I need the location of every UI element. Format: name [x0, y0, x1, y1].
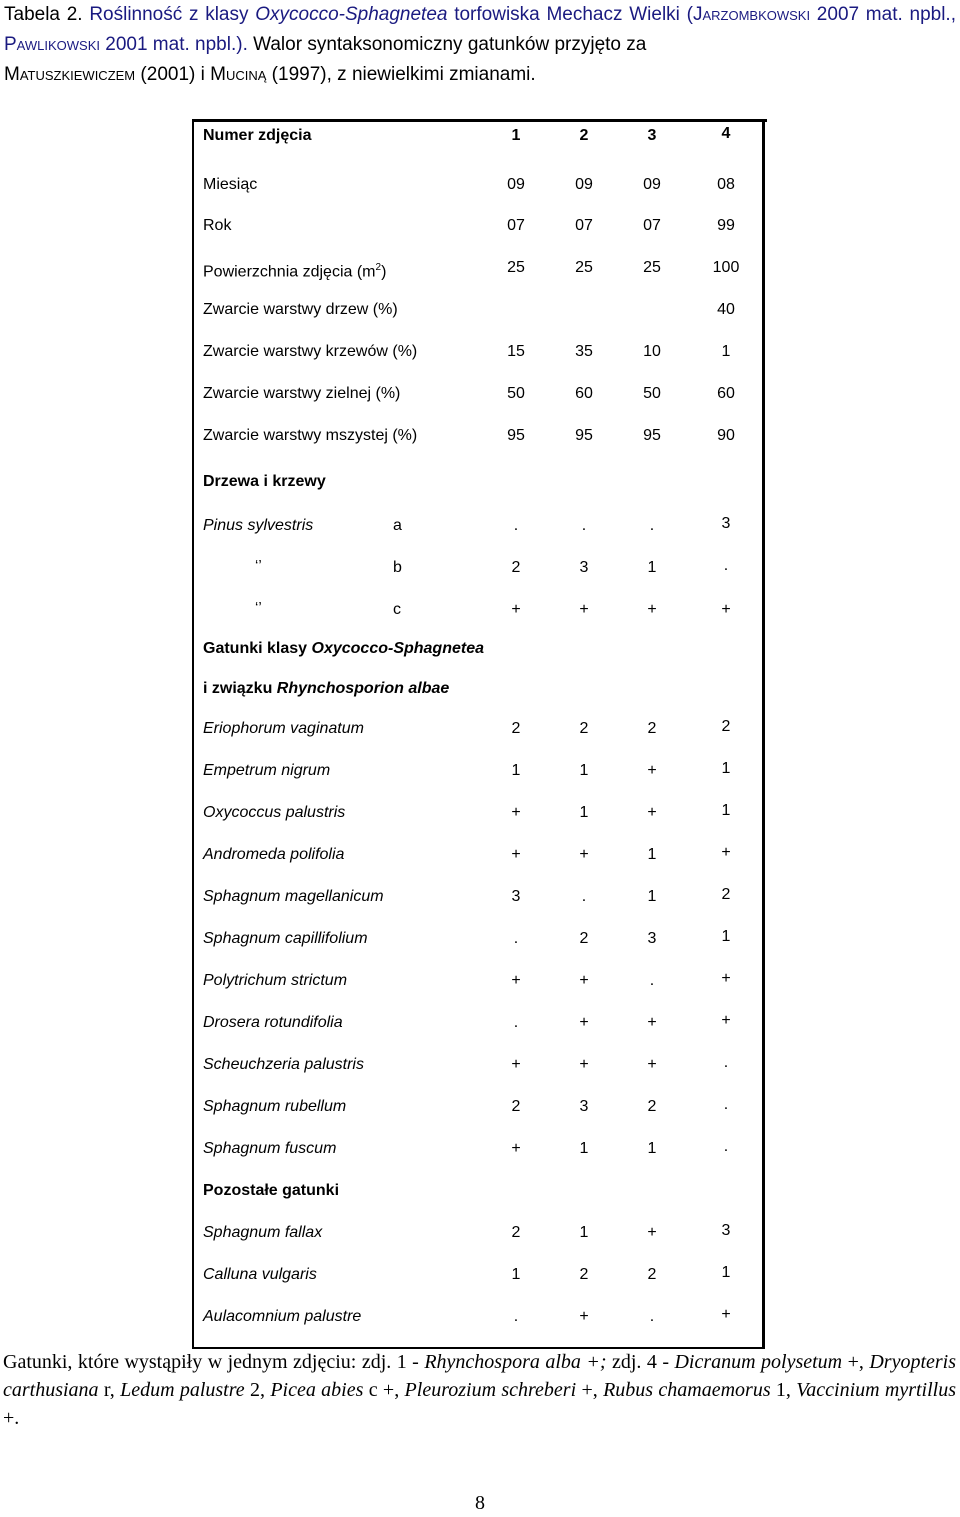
cell: 2: [647, 720, 657, 737]
cell: 3: [511, 888, 521, 905]
cell: +: [721, 1012, 731, 1029]
cell: 25: [507, 259, 525, 276]
cell: +: [721, 601, 731, 618]
cell: 95: [575, 427, 593, 444]
cell: 2: [721, 886, 731, 903]
cell: .: [723, 557, 729, 574]
caption-text: (1997), z niewielkimi zmianami.: [266, 64, 536, 85]
meta-label-text: Powierzchnia zdjęcia (m: [203, 263, 376, 281]
meta-row-moss-cover: [203, 425, 753, 447]
cell: 25: [575, 259, 593, 276]
cell: +: [511, 972, 521, 989]
section-heading: Pozostałe gatunki: [203, 1182, 340, 1199]
cell: 1: [647, 888, 657, 905]
layer-code: b: [393, 559, 402, 576]
cell: 1: [511, 1266, 521, 1283]
cell: +: [721, 970, 731, 987]
cell: +: [511, 804, 521, 821]
cell: +: [579, 846, 589, 863]
species-name: Eriophorum vaginatum: [203, 720, 364, 737]
footnote-text: +.: [3, 1407, 20, 1429]
footnote-species: Dryopteris carthusiana: [3, 1351, 957, 1401]
caption-text: 2001 mat. npbl.).: [99, 34, 254, 55]
table-header-row: [203, 125, 753, 147]
species-name: Drosera rotundifolia: [203, 1014, 343, 1031]
species-name: Andromeda polifolia: [203, 846, 345, 863]
header-releve-3: 3: [647, 127, 657, 144]
caption-text: (2001) i: [135, 64, 211, 85]
meta-label: [203, 257, 386, 283]
section-other-species: [203, 1180, 753, 1202]
cell: .: [649, 517, 655, 534]
cell: +: [647, 601, 657, 618]
species-row: [203, 1306, 753, 1328]
cell: +: [647, 1056, 657, 1073]
cell: +: [647, 1014, 657, 1031]
footnote-text: 1,: [770, 1379, 797, 1401]
cell: 95: [507, 427, 525, 444]
cell: .: [649, 1308, 655, 1325]
cell: .: [723, 1138, 729, 1155]
meta-row-year: [203, 215, 753, 237]
footnote-text: r,: [98, 1379, 121, 1401]
footnote-text: +,: [842, 1351, 870, 1373]
cell: 3: [721, 515, 731, 532]
header-releve-4: 4: [721, 125, 731, 142]
cell: 09: [507, 176, 525, 193]
caption-text: Walor syntaksonomiczny gatunków przyjęto za: [253, 34, 647, 55]
cell: +: [511, 601, 521, 618]
cell: 2: [511, 720, 521, 737]
page-number: 8: [475, 1492, 485, 1514]
cell: 07: [643, 217, 661, 234]
cell: .: [723, 1054, 729, 1071]
species-name: Sphagnum fallax: [203, 1224, 323, 1241]
cell: +: [647, 762, 657, 779]
species-name: Sphagnum fuscum: [203, 1140, 337, 1157]
cell: 2: [579, 1266, 589, 1283]
cell: .: [513, 1308, 519, 1325]
species-name: Oxycoccus palustris: [203, 804, 346, 821]
cell: 100: [712, 259, 740, 276]
cell: 50: [507, 385, 525, 402]
cell: 60: [575, 385, 593, 402]
cell: 1: [647, 1140, 657, 1157]
caption-prefix: Tabela 2.: [4, 4, 90, 25]
cell: 09: [643, 176, 661, 193]
caption-text: torfowiska Mechacz Wielki (: [447, 4, 693, 25]
section-heading: i związku: [203, 680, 277, 697]
footnote-text: 2,: [244, 1379, 271, 1401]
cell: 2: [647, 1098, 657, 1115]
header-releve-2: 2: [579, 127, 589, 144]
footnote-species: Ledum palustre: [120, 1379, 245, 1401]
cell: +: [579, 601, 589, 618]
cell: +: [579, 972, 589, 989]
cell: 1: [721, 760, 731, 777]
cell: 3: [647, 930, 657, 947]
species-name: Calluna vulgaris: [203, 1266, 317, 1283]
cell: 99: [717, 217, 735, 234]
cell: 95: [643, 427, 661, 444]
footnote-text: Gatunki, które wystąpiły w jednym zdjęciu: zdj. 1 -: [3, 1351, 425, 1373]
cell: 90: [717, 427, 735, 444]
meta-label: Miesiąc: [203, 176, 258, 193]
species-name: Empetrum nigrum: [203, 762, 331, 779]
cell: +: [647, 804, 657, 821]
footnote-text: +,: [576, 1379, 604, 1401]
cell: 08: [717, 176, 735, 193]
cell: 3: [579, 1098, 589, 1115]
cell: 09: [575, 176, 593, 193]
footnote-species: Dicranum polysetum: [674, 1351, 843, 1373]
cell: 2: [511, 1098, 521, 1115]
species-name: Aulacomnium palustre: [203, 1308, 362, 1325]
species-name: Sphagnum magellanicum: [203, 888, 384, 905]
section-heading: Gatunki klasy: [203, 640, 312, 657]
cell: 1: [647, 559, 657, 576]
caption-text: Roślinność z klasy: [89, 4, 256, 25]
species-row: [203, 1012, 753, 1034]
species-row: [203, 1096, 753, 1118]
layer-code: a: [393, 517, 402, 534]
meta-label: Zwarcie warstwy drzew (%): [203, 301, 398, 318]
caption-author: Muciną: [210, 64, 267, 85]
section-alliance: [203, 678, 753, 700]
header-releve-1: 1: [511, 127, 521, 144]
cell: 2: [647, 1266, 657, 1283]
section-heading: Drzewa i krzewy: [203, 473, 326, 490]
cell: 1: [721, 802, 731, 819]
header-label: Numer zdjęcia: [203, 127, 312, 144]
cell: 1: [511, 762, 521, 779]
caption-text: 2007 mat. npbl.,: [810, 4, 956, 25]
caption-syntaxon: Oxycocco-Sphagnetea: [255, 4, 448, 25]
footnote-species: Picea abies: [270, 1379, 364, 1401]
species-row: [203, 802, 753, 824]
footnote-text: c +,: [363, 1379, 405, 1401]
meta-label: Zwarcie warstwy zielnej (%): [203, 385, 401, 402]
caption-author: Pawlikowski: [4, 34, 100, 55]
species-row: [203, 928, 753, 950]
cell: .: [513, 517, 519, 534]
cell: +: [721, 1306, 731, 1323]
section-syntaxon: Oxycocco-Sphagnetea: [311, 640, 484, 657]
cell: +: [511, 846, 521, 863]
cell: 15: [507, 343, 525, 360]
cell: 2: [511, 559, 521, 576]
cell: 25: [643, 259, 661, 276]
cell: 35: [575, 343, 593, 360]
species-row: [203, 886, 753, 908]
cell: 1: [579, 804, 589, 821]
cell: +: [579, 1014, 589, 1031]
table-caption: [4, 0, 956, 90]
meta-row-month: [203, 174, 753, 196]
footnote-text: zdj. 4 -: [606, 1351, 675, 1373]
cell: 1: [721, 928, 731, 945]
cell: .: [649, 972, 655, 989]
cell: .: [581, 517, 587, 534]
meta-label: Zwarcie warstwy mszystej (%): [203, 427, 418, 444]
cell: 2: [511, 1224, 521, 1241]
cell: +: [647, 1224, 657, 1241]
cell: 3: [721, 1222, 731, 1239]
meta-label-text: ): [381, 263, 387, 281]
cell: 1: [579, 1224, 589, 1241]
section-syntaxon: Rhynchosporion albae: [276, 680, 450, 697]
cell: 07: [575, 217, 593, 234]
cell: 2: [721, 718, 731, 735]
cell: .: [581, 888, 587, 905]
cell: 2: [579, 930, 589, 947]
layer-code: c: [393, 601, 401, 618]
cell: +: [511, 1056, 521, 1073]
species-row: [203, 844, 753, 866]
species-row: [203, 1138, 753, 1160]
meta-label: Zwarcie warstwy krzewów (%): [203, 343, 418, 360]
ditto-mark: ‘’: [255, 557, 262, 574]
cell: .: [723, 1096, 729, 1113]
cell: +: [579, 1308, 589, 1325]
cell: +: [579, 1056, 589, 1073]
meta-label: Rok: [203, 217, 232, 234]
species-name: Polytrichum strictum: [203, 972, 348, 989]
species-name: Sphagnum rubellum: [203, 1098, 347, 1115]
cell: 3: [579, 559, 589, 576]
cell: 1: [579, 1140, 589, 1157]
meta-label-sup: 2: [375, 262, 382, 273]
species-name: Pinus sylvestris: [203, 517, 314, 534]
species-row: [203, 970, 753, 992]
pinus-row-a: [203, 515, 753, 537]
species-row: [203, 760, 753, 782]
cell: 07: [507, 217, 525, 234]
cell: +: [511, 1140, 521, 1157]
cell: 1: [721, 1264, 731, 1281]
section-trees-shrubs: [203, 471, 753, 493]
footnote-species: Rhynchospora alba +;: [424, 1351, 607, 1373]
cell: 1: [721, 343, 731, 360]
meta-row-herb-cover: [203, 383, 753, 405]
cell: +: [721, 844, 731, 861]
species-row: [203, 718, 753, 740]
footnote-species: Vaccinium myrtillus: [796, 1379, 957, 1401]
caption-author: Jarzombkowski: [692, 4, 811, 25]
caption-author: Matuszkiewiczem: [4, 64, 136, 85]
footnote-species: Pleurozium schreberi: [404, 1379, 577, 1401]
cell: .: [513, 930, 519, 947]
table-top-rule: [192, 119, 767, 122]
meta-row-area: [203, 257, 753, 279]
footnote-species: Rubus chamaemorus: [603, 1379, 771, 1401]
cell: 10: [643, 343, 661, 360]
species-row: [203, 1264, 753, 1286]
species-name: Sphagnum capillifolium: [203, 930, 368, 947]
meta-row-tree-cover: [203, 299, 753, 321]
ditto-mark: ‘’: [255, 599, 262, 616]
footnote-single-occurrence: [3, 1348, 956, 1432]
cell: 1: [579, 762, 589, 779]
cell: .: [513, 1014, 519, 1031]
section-class-species: [203, 638, 753, 660]
species-row: [203, 1054, 753, 1076]
cell: 1: [647, 846, 657, 863]
cell: 40: [717, 301, 735, 318]
meta-row-shrub-cover: [203, 341, 753, 363]
cell: 60: [717, 385, 735, 402]
species-row: [203, 1222, 753, 1244]
cell: 2: [579, 720, 589, 737]
pinus-row-c: [203, 599, 753, 621]
pinus-row-b: [203, 557, 753, 579]
cell: 50: [643, 385, 661, 402]
species-name: Scheuchzeria palustris: [203, 1056, 364, 1073]
